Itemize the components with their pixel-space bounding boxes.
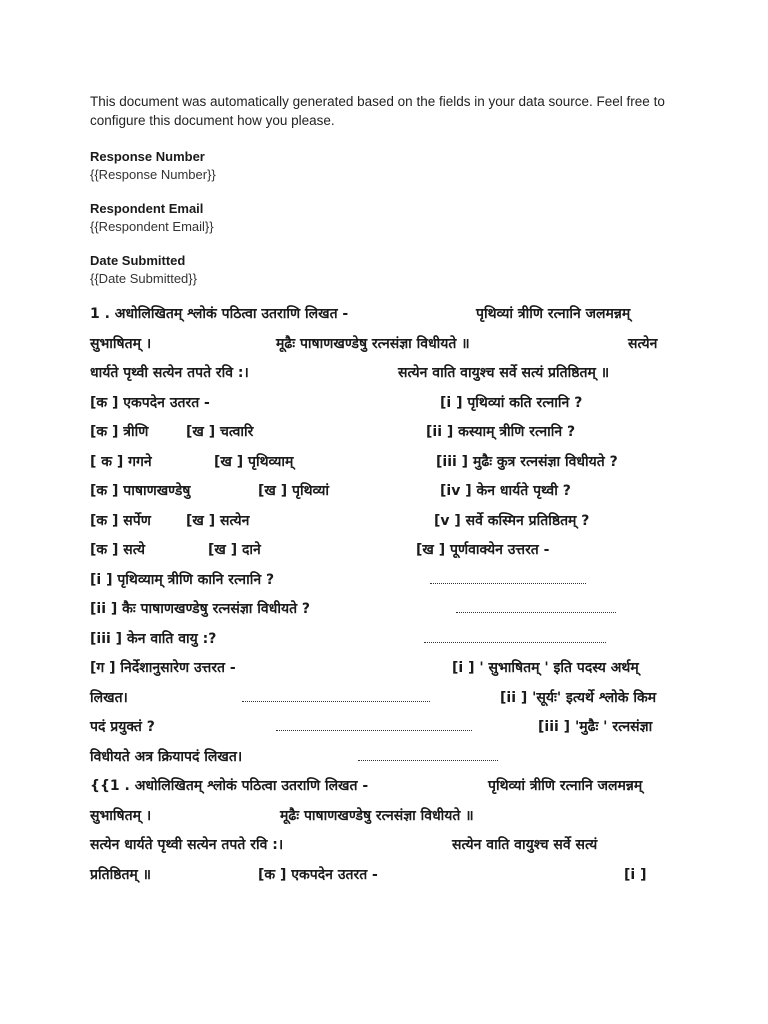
worksheet-line xyxy=(90,806,690,836)
worksheet-line xyxy=(90,511,690,541)
question-text: [iii ] 'मुढैः ' रत्नसंज्ञा xyxy=(538,719,653,735)
shloka-text: सत्येन धार्यते पृथ्वी सत्येन तपते रवि :। xyxy=(90,837,284,853)
worksheet-line xyxy=(90,747,690,777)
shloka-text: पृथिव्यां त्रीणि रत्नानि जलमन्नम् xyxy=(476,306,631,322)
answer-blank xyxy=(276,730,472,731)
question-text: [v ] सर्वे कस्मिन प्रतिष्ठितम् ? xyxy=(434,512,590,529)
shloka-text: मूढैः पाषाणखण्डेषु रत्नसंज्ञा विधीयते ॥ xyxy=(276,335,470,352)
field-value: {{Response Number}} xyxy=(90,167,216,182)
question-text: [क ] एकपदेन उतरत - xyxy=(258,866,378,883)
field-value: {{Respondent Email}} xyxy=(90,219,214,234)
question-text: [क ] एकपदेन उतरत - xyxy=(90,394,210,411)
answer-blank xyxy=(430,583,586,584)
question-text: [iii ] केन वाति वायु :? xyxy=(90,630,217,647)
worksheet-line xyxy=(90,363,690,393)
question-text: [iii ] मुढैः कुत्र रत्नसंज्ञा विधीयते ? xyxy=(436,453,618,470)
question-text: [ii ] कस्याम् त्रीणि रत्नानि ? xyxy=(426,424,576,440)
intro-text: This document was automatically generated based on the fields in your data source. Feel free to configure this document how you please. xyxy=(90,94,665,128)
question-text: 1 . अधोलिखितम् श्लोकं पठित्वा उतराणि लिखत - xyxy=(90,306,349,322)
question-text: {{1 . अधोलिखितम् श्लोकं पठित्वा उतराणि लिखत - xyxy=(90,778,369,794)
worksheet-line xyxy=(90,835,690,865)
worksheet-line xyxy=(90,393,690,423)
question-text: [i ] ' सुभाषितम् ' इति पदस्य अर्थम् xyxy=(452,660,639,676)
response-number-field xyxy=(90,148,690,184)
worksheet-line xyxy=(90,629,690,659)
worksheet-line xyxy=(90,334,690,364)
worksheet-line xyxy=(90,481,690,511)
shloka-text: पृथिव्यां त्रीणि रत्नानि जलमन्नम् xyxy=(488,778,643,794)
field-value: {{Date Submitted}} xyxy=(90,271,197,286)
worksheet-line xyxy=(90,865,690,895)
question-text: [ii ] कैः पाषाणखण्डेषु रत्नसंज्ञा विधीयते ? xyxy=(90,601,311,617)
question-text: लिखत। xyxy=(90,689,128,706)
question-text: पदं प्रयुक्तं ? xyxy=(90,719,155,735)
option-text: [क ] सर्पेण xyxy=(90,512,151,529)
sanskrit-worksheet xyxy=(90,304,690,894)
question-text: विधीयते अत्र क्रियापदं लिखत। xyxy=(90,748,243,765)
document-page xyxy=(90,92,690,894)
worksheet-line xyxy=(90,688,690,718)
worksheet-line xyxy=(90,422,690,452)
shloka-text: सत्येन xyxy=(628,335,658,352)
worksheet-line xyxy=(90,599,690,629)
question-text: [ii ] 'सूर्यः' इत्यर्थे श्लोके किम xyxy=(500,689,657,706)
question-text: [ग ] निर्देशानुसारेण उत्तरत - xyxy=(90,660,236,676)
question-text: [i ] पृथिव्याम् त्रीणि कानि रत्नानि ? xyxy=(90,571,275,588)
option-text: [क ] सत्ये xyxy=(90,542,145,558)
answer-blank xyxy=(242,701,430,702)
answer-blank xyxy=(424,642,606,643)
worksheet-line xyxy=(90,304,690,334)
worksheet-line xyxy=(90,540,690,570)
shloka-text: मूढैः पाषाणखण्डेषु रत्नसंज्ञा विधीयते ॥ xyxy=(280,807,474,824)
answer-blank xyxy=(456,612,616,613)
answer-blank xyxy=(358,760,498,761)
shloka-text: प्रतिष्ठितम् ॥ xyxy=(90,866,152,883)
respondent-email-field xyxy=(90,200,690,236)
option-text: [ख ] पृथिव्याम् xyxy=(214,453,294,470)
worksheet-line xyxy=(90,452,690,482)
date-submitted-field xyxy=(90,252,690,288)
worksheet-line xyxy=(90,717,690,747)
option-text: [ख ] पृथिव्यां xyxy=(258,483,330,499)
shloka-text: सुभाषितम् । xyxy=(90,807,152,824)
option-text: [ख ] चत्वारि xyxy=(186,424,254,440)
shloka-text: सत्येन वाति वायुश्च सर्वे सत्यं प्रतिष्ठितम् ॥ xyxy=(398,365,610,381)
option-text: [क ] त्रीणि xyxy=(90,424,149,440)
worksheet-line xyxy=(90,658,690,688)
option-text: [ख ] सत्येन xyxy=(186,512,250,529)
question-text: [i ] पृथिव्यां कति रत्नानि ? xyxy=(440,394,583,411)
option-text: [ क ] गगने xyxy=(90,453,152,470)
shloka-text: धार्यते पृथ्वी सत्येन तपते रवि :। xyxy=(90,365,249,381)
field-label: Date Submitted xyxy=(90,253,186,268)
shloka-text: सत्येन वाति वायुश्च सर्वे सत्यं xyxy=(452,837,598,853)
worksheet-line xyxy=(90,776,690,806)
question-text: [ख ] पूर्णवाक्येन उत्तरत - xyxy=(416,542,550,558)
option-text: [ख ] दाने xyxy=(208,542,261,558)
shloka-text: सुभाषितम् । xyxy=(90,335,152,352)
field-label: Respondent Email xyxy=(90,201,204,216)
option-text: [क ] पाषाणखण्डेषु xyxy=(90,483,191,499)
worksheet-line xyxy=(90,570,690,600)
question-text: [i ] xyxy=(624,866,647,883)
field-label: Response Number xyxy=(90,149,205,164)
question-text: [iv ] केन धार्यते पृथ्वी ? xyxy=(440,483,571,499)
